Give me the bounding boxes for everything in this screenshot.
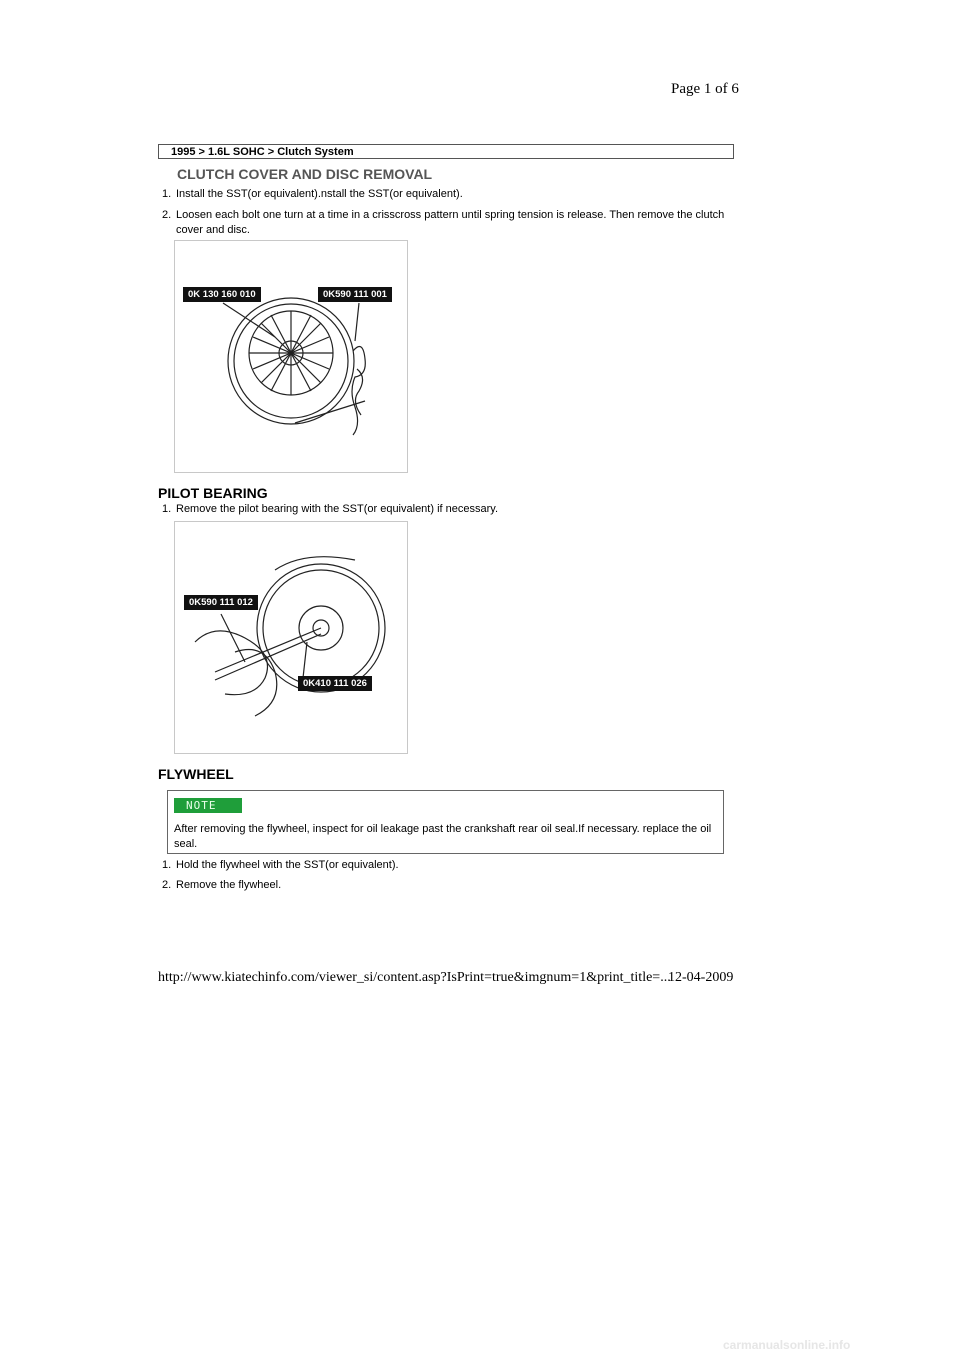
step-number: 2.: [162, 879, 172, 891]
step-item: [162, 858, 737, 873]
note-box: [167, 790, 724, 854]
footer-date: 12-04-2009: [668, 970, 734, 985]
footer-url: http://www.kiatechinfo.com/viewer_si/content.asp?IsPrint=true&imgnum=1&print_title=...: [158, 970, 671, 985]
note-text: After removing the flywheel, inspect for oil leakage past the crankshaft rear oil seal.If necessary. replace the oil seal.: [174, 823, 712, 850]
step-text: Remove the flywheel.: [176, 879, 282, 891]
figure-label: 0K590 111 001: [318, 287, 392, 302]
section-title-pilot-bearing: PILOT BEARING: [158, 485, 268, 501]
breadcrumb: 1995 > 1.6L SOHC > Clutch System: [158, 144, 734, 159]
section-title-flywheel: FLYWHEEL: [158, 766, 234, 782]
step-item: [162, 208, 737, 238]
step-item: [162, 187, 737, 202]
step-text: Install the SST(or equivalent).nstall the SST(or equivalent).: [176, 188, 463, 200]
step-text: Remove the pilot bearing with the SST(or equivalent) if necessary.: [176, 503, 499, 515]
pilot-bearing-illustration: [175, 522, 407, 753]
step-text: Loosen each bolt one turn at a time in a crisscross pattern until spring tension is release. Then remove the clutch cover and disc.: [176, 209, 725, 236]
figure-label: 0K 130 160 010: [183, 287, 261, 302]
page-number: Page 1 of 6: [671, 81, 739, 97]
step-item: [162, 502, 737, 517]
step-item: [162, 878, 737, 893]
figure-label: 0K590 111 012: [184, 595, 258, 610]
step-number: 1.: [162, 188, 172, 200]
note-badge: NOTE: [174, 798, 242, 813]
watermark: carmanualsonline.info: [723, 1338, 851, 1352]
section-title-clutch-cover: CLUTCH COVER AND DISC REMOVAL: [177, 166, 433, 182]
clutch-cover-illustration: [175, 241, 407, 472]
pilot-bearing-figure: [174, 521, 408, 754]
step-number: 1.: [162, 859, 172, 871]
step-number: 1.: [162, 503, 172, 515]
step-text: Hold the flywheel with the SST(or equivalent).: [176, 859, 399, 871]
step-number: 2.: [162, 209, 172, 221]
clutch-cover-figure: [174, 240, 408, 473]
figure-label: 0K410 111 026: [298, 676, 372, 691]
